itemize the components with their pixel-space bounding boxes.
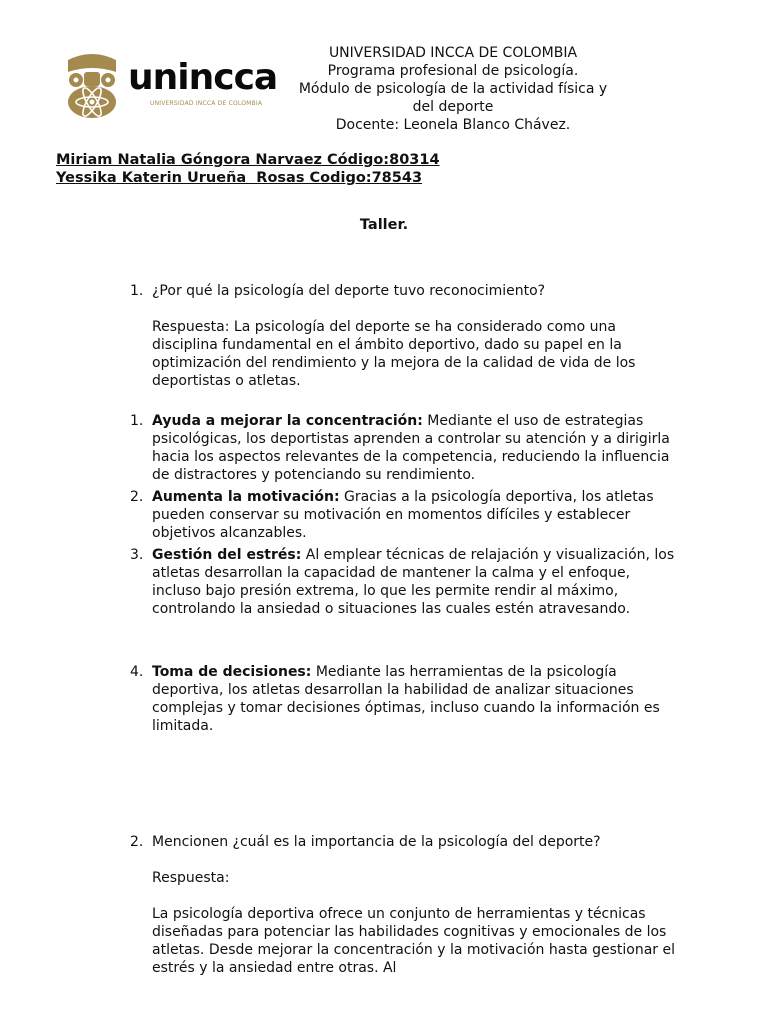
question-1 bbox=[130, 282, 675, 390]
header-teacher: Docente: Leonela Blanco Chávez. bbox=[335, 117, 571, 133]
question-2 bbox=[130, 833, 675, 977]
authors bbox=[56, 151, 440, 187]
list-term: Aumenta la motivación: bbox=[152, 489, 340, 505]
list-item bbox=[130, 663, 675, 735]
list-number: 1. bbox=[130, 413, 144, 429]
document-header bbox=[280, 44, 626, 134]
header-university: UNIVERSIDAD INCCA DE COLOMBIA bbox=[328, 45, 578, 61]
list-item bbox=[130, 412, 675, 484]
list-text: Al emplear técnicas de relajación y visualización, los atletas desarrollan la capacidad de mantener la calma y el enfoque, incluso bajo presión extrema, lo que les permite rendir al máximo, controlando la ansiedad o situaciones las cuales estén atravesando. bbox=[152, 547, 675, 617]
author-1: Miriam Natalia Góngora Narvaez Código:80314 bbox=[56, 152, 440, 168]
university-logo bbox=[62, 52, 284, 118]
list-item bbox=[130, 546, 675, 618]
list-term: Gestión del estrés: bbox=[152, 547, 302, 563]
header-program: Programa profesional de psicología. bbox=[327, 63, 579, 79]
page-title: Taller. bbox=[359, 217, 409, 233]
list-item bbox=[130, 488, 675, 542]
author-2: Yessika Katerin Urueña Rosas Codigo:78543 bbox=[56, 170, 423, 186]
list-term: Ayuda a mejorar la concentración: bbox=[152, 413, 423, 429]
question-answer: Respuesta: La psicología del deporte se ha considerado como una disciplina fundamental en el ámbito deportivo, dado su papel en la optimización del rendimiento y la mejora de la calidad de vida de los deportistas o atletas. bbox=[152, 319, 636, 389]
question-text: ¿Por qué la psicología del deporte tuvo reconocimiento? bbox=[152, 283, 546, 299]
logo-wordmark: unincca bbox=[128, 57, 278, 98]
list-number: 4. bbox=[130, 664, 144, 680]
question-text: Mencionen ¿cuál es la importancia de la psicología del deporte? bbox=[152, 834, 601, 850]
university-emblem-icon bbox=[62, 52, 122, 118]
question-number: 1. bbox=[130, 283, 144, 299]
list-text: Mediante las herramientas de la psicología deportiva, los atletas desarrollan la habilidad de analizar situaciones complejas y tomar decisiones óptimas, incluso cuando la información es limitada. bbox=[152, 664, 660, 734]
list-number: 2. bbox=[130, 489, 144, 505]
list-number: 3. bbox=[130, 547, 144, 563]
question-number: 2. bbox=[130, 834, 144, 850]
answer-label: Respuesta: bbox=[152, 870, 230, 886]
list-term: Toma de decisiones: bbox=[152, 664, 312, 680]
question-answer: La psicología deportiva ofrece un conjunto de herramientas y técnicas diseñadas para potenciar las habilidades cognitivas y emocionales de los atletas. Desde mejorar la concentración y la motivación hasta gestionar el estrés y la ansiedad entre otras. Al bbox=[152, 906, 675, 976]
header-module: Módulo de psicología de la actividad física y del deporte bbox=[298, 81, 608, 115]
list-text: Gracias a la psicología deportiva, los atletas pueden conservar su motivación en momentos difíciles y establecer objetivos alcanzables. bbox=[152, 489, 654, 541]
list-text: Mediante el uso de estrategias psicológicas, los deportistas aprenden a controlar su atención y a dirigirla hacia los aspectos relevantes de la competencia, reduciendo la influencia de distractores y potenciando su rendimiento. bbox=[152, 413, 670, 483]
logo-subtitle: UNIVERSIDAD INCCA DE COLOMBIA bbox=[150, 100, 263, 107]
